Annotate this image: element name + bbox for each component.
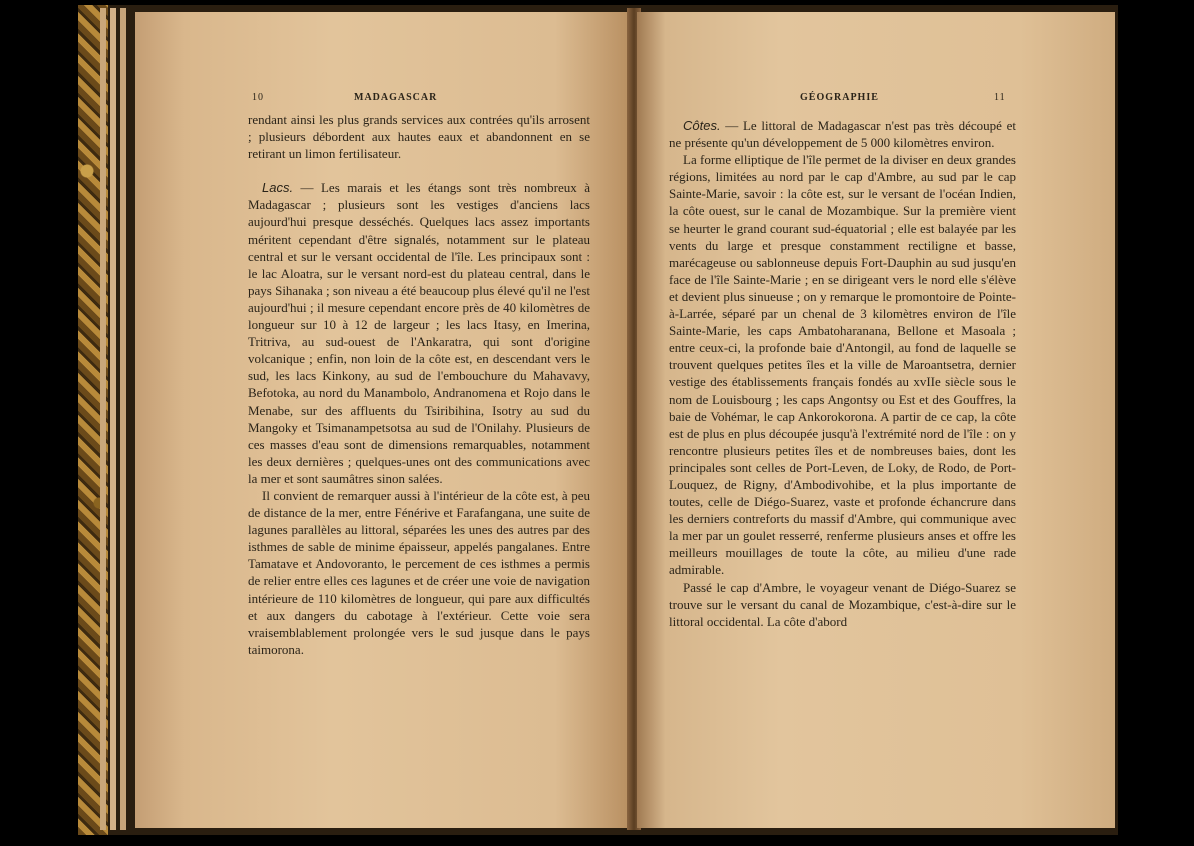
right-page bbox=[637, 12, 1115, 828]
running-head: GÉOGRAPHIE bbox=[800, 92, 879, 103]
paragraph bbox=[248, 179, 590, 487]
paragraph bbox=[248, 487, 590, 658]
body-text bbox=[669, 117, 1016, 630]
paragraph bbox=[669, 151, 1016, 578]
page-edges bbox=[120, 8, 126, 830]
paragraph bbox=[669, 117, 1016, 151]
paragraph-text: rendant ainsi les plus grands services aux contrées qu'ils arrosent ; plusieurs débordent aux hautes eaux et abandonnent en se retirant un limon fertilisateur. bbox=[248, 112, 590, 162]
paragraph-text: La forme elliptique de l'île permet de la diviser en deux grandes régions, limitées au nord par le cap d'Ambre, au sud par le cap Sainte-Marie, savoir : la côte est, sur le versant de l'océan Indien, la côte ouest, sur le canal de Mozambique. Sur la première vient se heurter le grand courant sud-équatorial ; elle est balayée par les vents du large et presque constamment rectiligne et basse, marécageuse ou sablonneuse depuis Fort-Dauphin au sud jusqu'en face de l'île Sainte-Marie ; en se dirigeant vers le nord elle s'élève et devient plus sinueuse ; on y remarque le promontoire de Pointe-à-Larrée, séparé par un chenal de 3 kilomètres environ de l'île Sainte-Marie, les caps Ambatoharanana, Bellone et Masoala ; entre ceux-ci, la profonde baie d'Antongil, au fond de laquelle se trouvent quelques petites îles et la ville de Maroantsetra, dernier vestige des établissements français fondés au xvIIe siècle sous le nom de Louisbourg ; les caps Angontsy ou Est et des Gouffres, la baie de Vohémar, le cap Ankorokorona. A partir de ce cap, la côte est de plus en plus découpée jusqu'à l'extrémité nord de l'île : on y rencontre plusieurs petites îles et de nombreuses baies, dont les principales sont celles de Port-Leven, de Loky, de Rodo, de Port-Louquez, de Rigny, d'Ambodivohibe, et la plus importante de toutes, celle de Diégo-Suarez, vaste et profonde échancrure dans les derniers contreforts du massif d'Ambre, qui communique avec la mer par un goulet resserré, renferme plusieurs anses et offre les meilleurs mouillages de toute la côte, au milieu d'une rade admirable. bbox=[669, 152, 1016, 578]
section-keyword: Côtes. bbox=[683, 118, 721, 133]
paragraph bbox=[248, 111, 590, 162]
paragraph bbox=[669, 579, 1016, 630]
page-edges bbox=[110, 8, 116, 830]
page-number: 11 bbox=[994, 92, 1006, 103]
page-edges bbox=[100, 8, 106, 830]
left-page bbox=[135, 12, 629, 828]
paragraph-text: — Les marais et les étangs sont très nombreux à Madagascar ; plusieurs sont les vestiges d'anciens lacs aujourd'hui presque desséchés. Quelques lacs assez importants méritent cependant d'être signalés, notamment sur le plateau central et sur le versant occidental de l'île. Les principaux sont : le lac Aloatra, sur le versant nord-est du plateau central, dans le pays Sihanaka ; son niveau a été beaucoup plus élevé qu'il ne l'est aujourd'hui ; il mesure cependant encore près de 40 kilomètres de longueur sur 10 à 12 de largeur ; les lacs Itasy, en Imerina, Tritriva, au sud-ouest de l'Ankaratra, qui sont d'origine volcanique ; enfin, non loin de la côte est, en descendant vers le sud, les lacs Kinkony, au sud de l'embouchure du Mahavavy, Befotoka, au nord du Manambolo, Andranomena et Rojo dans le Menabe, sur des affluents du Tsiribihina, Isotry au sud du Mangoky et Tsimanampetsotsa au sud de l'Onilahy. Plusieurs de ces masses d'eau sont de dimensions remarquables, notamment les deux dernières ; quelques-unes ont des communications avec la mer et sont saumâtres sinon salées. bbox=[248, 180, 590, 486]
body-text bbox=[248, 111, 590, 658]
running-head: MADAGASCAR bbox=[354, 92, 438, 103]
paragraph-text: Il convient de remarquer aussi à l'intérieur de la côte est, à peu de distance de la mer, entre Fénérive et Farafangana, une suite de lagunes parallèles au littoral, séparées les unes des autres par des isthmes de sable de minime épaisseur, appelés pangalanes. Entre Tamatave et Andovoranto, le percement de ces isthmes a permis de relier entre elles ces lagunes et de créer une voie de navigation intérieure de 110 kilomètres de longueur, qui pare aux difficultés et aux dangers du cabotage à l'extérieur. Cette voie sera vraisemblablement prolongée vers le sud jusque dans le pays taimorona. bbox=[248, 487, 590, 657]
paragraph-text: Passé le cap d'Ambre, le voyageur venant de Diégo-Suarez se trouve sur le versant du canal de Mozambique, c'est-à-dire sur le littoral occidental. La côte d'abord bbox=[669, 579, 1016, 629]
page-number: 10 bbox=[252, 92, 264, 103]
paragraph-text: — Le littoral de Madagascar n'est pas très découpé et ne présente qu'un développement de 5 000 kilomètres environ. bbox=[669, 118, 1016, 151]
section-keyword: Lacs. bbox=[262, 180, 294, 196]
